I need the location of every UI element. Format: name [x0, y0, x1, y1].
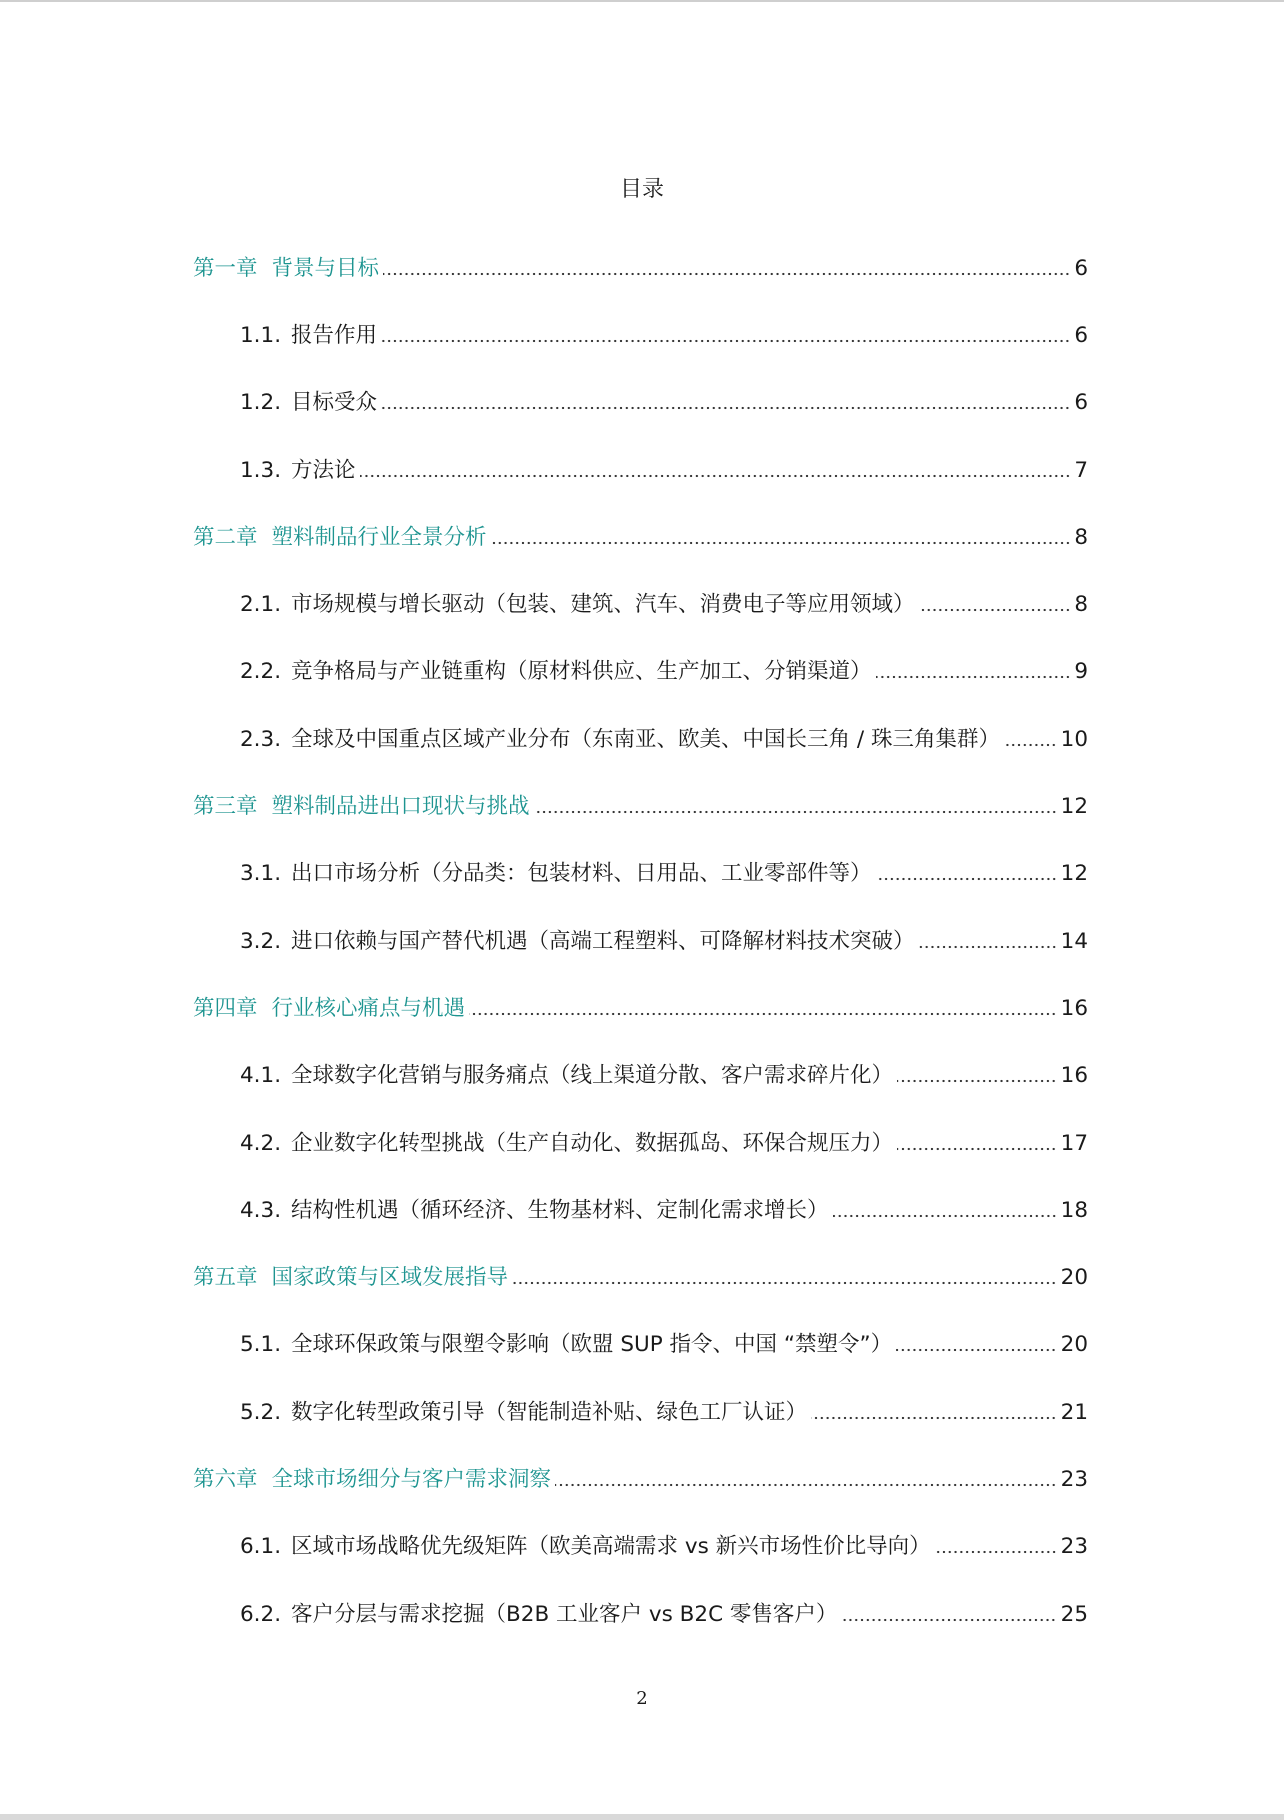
dot-leader [1004, 743, 1057, 747]
toc-section-number: 5.1. [240, 1332, 282, 1358]
dot-leader [919, 608, 1071, 612]
toc-section-entry[interactable] [0, 370, 1284, 437]
toc-section-number: 6.1. [240, 1534, 282, 1560]
toc-section-entry[interactable] [0, 908, 1284, 975]
dot-leader [381, 339, 1070, 343]
toc-entry-label [240, 451, 356, 491]
dot-leader [919, 945, 1057, 949]
toc-entry-label [240, 316, 377, 356]
toc-page-number: 6 [1074, 322, 1088, 348]
dot-leader [469, 1012, 1057, 1016]
toc-page-number: 6 [1074, 255, 1088, 281]
toc-chapter-number: 第六章 [193, 1466, 258, 1492]
page-number: 2 [636, 1688, 648, 1709]
toc-entry-text: 区域市场战略优先级矩阵（欧美高端需求 vs 新兴市场性价比导向） [291, 1534, 931, 1560]
toc-section-number: 4.1. [240, 1063, 282, 1089]
toc-entry-label [240, 720, 1000, 760]
toc-page-number: 25 [1060, 1601, 1088, 1627]
dot-leader [841, 1618, 1056, 1622]
table-of-contents [0, 235, 1284, 1648]
dot-leader [935, 1550, 1057, 1554]
toc-entry-label [193, 1258, 508, 1298]
toc-entry-label [193, 787, 530, 827]
toc-section-entry[interactable] [0, 1581, 1284, 1648]
toc-section-entry[interactable] [0, 571, 1284, 638]
toc-page-number: 8 [1074, 524, 1088, 550]
toc-entry-text: 全球环保政策与限塑令影响（欧盟 SUP 指令、中国 “禁塑令”） [291, 1332, 893, 1358]
toc-page-number: 10 [1060, 726, 1088, 752]
toc-section-entry[interactable] [0, 1514, 1284, 1581]
toc-section-number: 4.2. [240, 1130, 282, 1156]
toc-chapter-number: 第四章 [193, 995, 258, 1021]
toc-page-number: 6 [1074, 390, 1088, 416]
toc-section-number: 3.1. [240, 861, 282, 887]
toc-page-number: 16 [1060, 995, 1088, 1021]
dot-leader [383, 272, 1070, 276]
toc-entry-label [193, 518, 487, 558]
toc-entry-text: 塑料制品进出口现状与挑战 [271, 794, 530, 820]
toc-page-number: 7 [1074, 457, 1088, 483]
toc-section-number: 4.3. [240, 1197, 282, 1223]
dot-leader [876, 877, 1057, 881]
toc-section-number: 1.1. [240, 322, 282, 348]
toc-chapter-entry[interactable] [0, 1446, 1284, 1513]
toc-page-number: 12 [1060, 861, 1088, 887]
toc-chapter-entry[interactable] [0, 504, 1284, 571]
toc-entry-text: 全球及中国重点区域产业分布（东南亚、欧美、中国长三角 / 珠三角集群） [291, 726, 1000, 752]
toc-entry-text: 背景与目标 [271, 255, 380, 281]
toc-chapter-number: 第二章 [193, 524, 258, 550]
toc-entry-text: 塑料制品行业全景分析 [271, 524, 487, 550]
toc-section-number: 5.2. [240, 1399, 282, 1425]
toc-section-number: 1.2. [240, 390, 282, 416]
page-bottom-edge [0, 1814, 1284, 1820]
toc-entry-text: 方法论 [291, 457, 356, 483]
toc-page-number: 9 [1074, 659, 1088, 685]
toc-entry-text: 结构性机遇（循环经济、生物基材料、定制化需求增长） [291, 1197, 829, 1223]
toc-section-entry[interactable] [0, 1379, 1284, 1446]
toc-entry-label [240, 1595, 837, 1635]
toc-entry-text: 出口市场分析（分品类：包装材料、日用品、工业零部件等） [291, 861, 872, 887]
toc-entry-label [240, 1191, 829, 1231]
toc-section-number: 3.2. [240, 928, 282, 954]
toc-section-number: 6.2. [240, 1601, 282, 1627]
toc-entry-text: 目标受众 [291, 390, 378, 416]
toc-entry-label [240, 652, 872, 692]
toc-entry-text: 企业数字化转型挑战（生产自动化、数据孤岛、环保合规压力） [291, 1130, 894, 1156]
dot-leader [381, 406, 1070, 410]
toc-entry-label [240, 854, 872, 894]
toc-page-number: 16 [1060, 1063, 1088, 1089]
toc-page-number: 20 [1060, 1265, 1088, 1291]
toc-section-number: 2.3. [240, 726, 282, 752]
toc-page-number: 8 [1074, 592, 1088, 618]
toc-section-entry[interactable] [0, 1177, 1284, 1244]
toc-entry-text: 进口依赖与国产替代机遇（高端工程塑料、可降解材料技术突破） [291, 928, 915, 954]
toc-section-entry[interactable] [0, 437, 1284, 504]
toc-page-number: 23 [1060, 1466, 1088, 1492]
dot-leader [897, 1147, 1057, 1151]
toc-section-entry[interactable] [0, 1110, 1284, 1177]
toc-section-entry[interactable] [0, 841, 1284, 908]
dot-leader [491, 541, 1071, 545]
toc-entry-text: 报告作用 [291, 322, 378, 348]
dot-leader [360, 474, 1071, 478]
toc-chapter-number: 第五章 [193, 1265, 258, 1291]
toc-entry-text: 市场规模与增长驱动（包装、建筑、汽车、消费电子等应用领域） [291, 592, 915, 618]
toc-page-number: 20 [1060, 1332, 1088, 1358]
toc-entry-label [240, 1393, 807, 1433]
toc-entry-text: 竞争格局与产业链重构（原材料供应、生产加工、分销渠道） [291, 659, 872, 685]
dot-leader [897, 1079, 1057, 1083]
dot-leader [876, 675, 1071, 679]
toc-chapter-entry[interactable] [0, 235, 1284, 302]
toc-chapter-entry[interactable] [0, 1244, 1284, 1311]
toc-entry-label [240, 383, 377, 423]
toc-section-entry[interactable] [0, 1043, 1284, 1110]
toc-entry-label [193, 1460, 551, 1500]
toc-section-entry[interactable] [0, 706, 1284, 773]
toc-entry-text: 全球市场细分与客户需求洞察 [271, 1466, 552, 1492]
dot-leader [512, 1281, 1057, 1285]
toc-entry-label [240, 1325, 892, 1365]
toc-entry-label [240, 1527, 931, 1567]
toc-section-number: 2.1. [240, 592, 282, 618]
toc-chapter-number: 第三章 [193, 794, 258, 820]
dot-leader [555, 1483, 1057, 1487]
toc-chapter-entry[interactable] [0, 773, 1284, 840]
toc-section-entry[interactable] [0, 302, 1284, 369]
dot-leader [833, 1214, 1057, 1218]
toc-entry-text: 行业核心痛点与机遇 [271, 995, 466, 1021]
toc-page-number: 17 [1060, 1130, 1088, 1156]
dot-leader [534, 810, 1057, 814]
dot-leader [811, 1416, 1057, 1420]
toc-entry-label [193, 989, 465, 1029]
toc-section-entry[interactable] [0, 1312, 1284, 1379]
toc-title: 目录 [619, 177, 664, 202]
page-top-edge [0, 0, 1284, 2]
toc-page-number: 14 [1060, 928, 1088, 954]
toc-page-number: 12 [1060, 794, 1088, 820]
dot-leader [896, 1348, 1056, 1352]
toc-section-entry[interactable] [0, 639, 1284, 706]
toc-section-number: 1.3. [240, 457, 282, 483]
toc-entry-text: 客户分层与需求挖掘（B2B 工业客户 vs B2C 零售客户） [291, 1601, 838, 1627]
toc-entry-text: 全球数字化营销与服务痛点（线上渠道分散、客户需求碎片化） [291, 1063, 894, 1089]
toc-entry-text: 国家政策与区域发展指导 [271, 1265, 509, 1291]
toc-entry-label [193, 249, 379, 289]
toc-page-number: 23 [1060, 1534, 1088, 1560]
toc-entry-label [240, 585, 915, 625]
toc-chapter-number: 第一章 [193, 255, 258, 281]
toc-page-number: 18 [1060, 1197, 1088, 1223]
toc-section-number: 2.2. [240, 659, 282, 685]
toc-entry-label [240, 1056, 893, 1096]
toc-page-number: 21 [1060, 1399, 1088, 1425]
toc-entry-text: 数字化转型政策引导（智能制造补贴、绿色工厂认证） [291, 1399, 808, 1425]
toc-chapter-entry[interactable] [0, 975, 1284, 1042]
toc-entry-label [240, 922, 915, 962]
toc-entry-label [240, 1124, 893, 1164]
